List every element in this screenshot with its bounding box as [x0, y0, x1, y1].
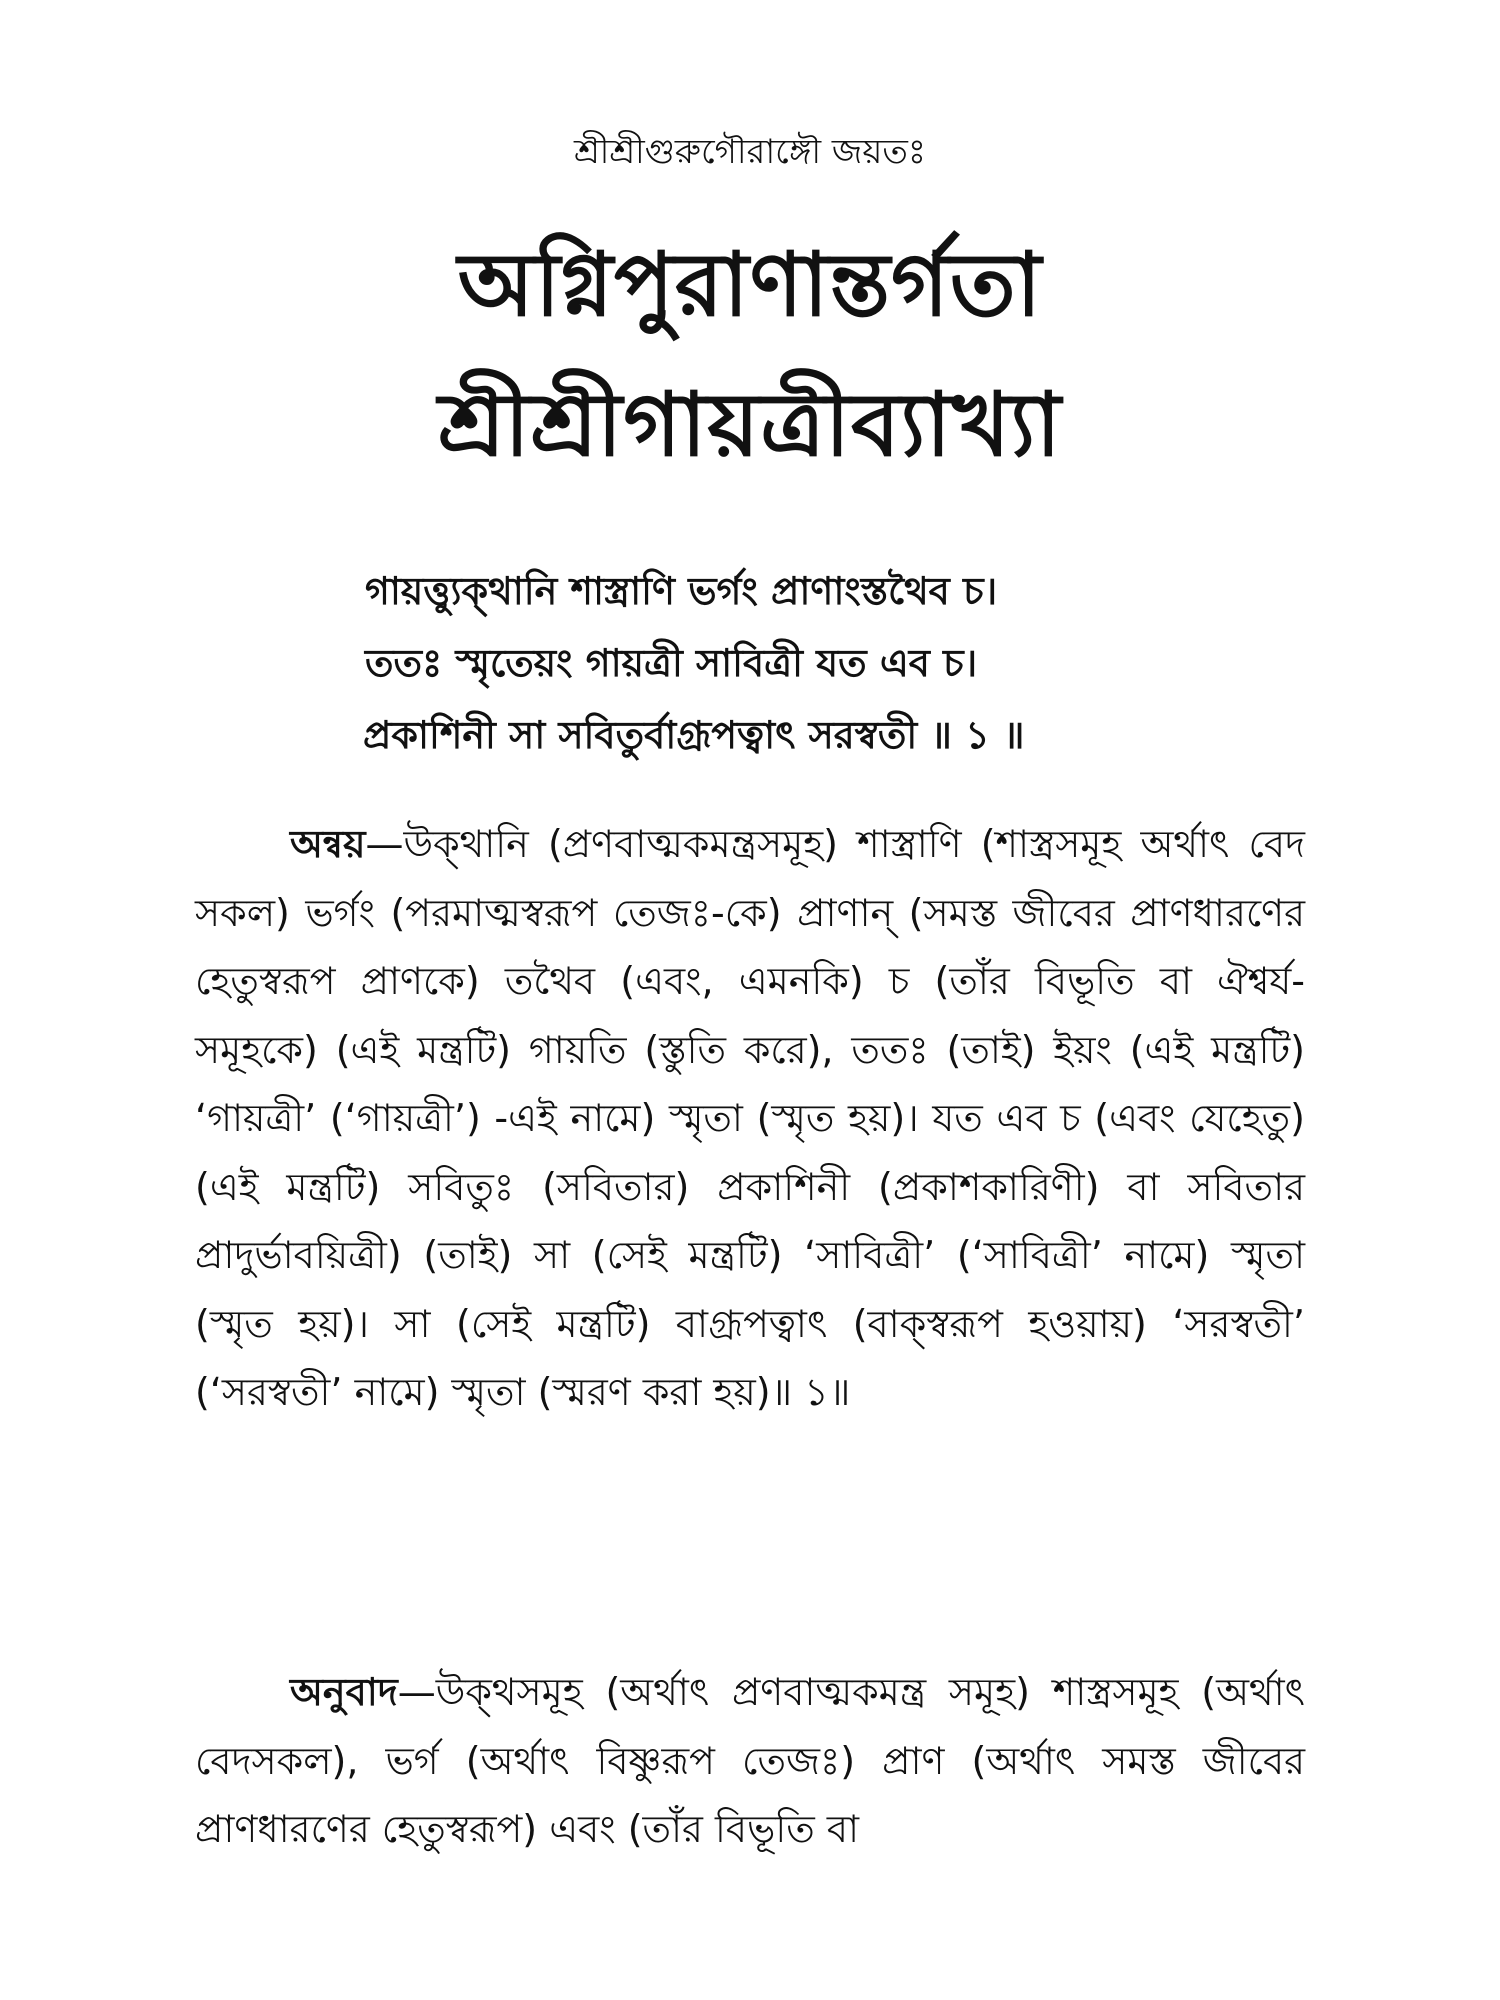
verse-line-1: গায়ত্ত্যুক্থানি শাস্ত্রাণি ভর্গং প্রাণাংস্তথৈব চ।	[365, 569, 998, 613]
anubad-paragraph	[195, 1658, 1305, 1864]
anubad-text: —উক্‌থসমূহ (অর্থাৎ প্রণবাত্মকমন্ত্র সমূহ) শাস্ত্রসমূহ (অর্থাৎ বেদসকল), ভর্গ (অর্থাৎ বিষ্ণুরূপ তেজঃ) প্রাণ (অর্থাৎ সমস্ত জীবের প্রাণধারণের হেতুস্বরূপ) এবং (তাঁর বিভূতি বা	[195, 1670, 1305, 1851]
verse-line-3: প্রকাশিনী সা সবিতুর্বাগ্রূপত্বাৎ সরস্বতী ॥ ১ ॥	[363, 713, 1025, 757]
verse-line-2: ততঃ স্মৃতেয়ং গায়ত্রী সাবিত্রী যত এব চ।	[365, 641, 978, 685]
invocation-line: শ্রীশ্রীগুরুগৌরাঙ্গৌ জয়তঃ	[573, 132, 927, 172]
title-line-2: শ্রীশ্রীগায়ত্রীব্যাখ্যা	[438, 373, 1062, 476]
verse-block	[365, 555, 1415, 771]
anvaya-text: —উক্‌থানি (প্রণবাত্মকমন্ত্রসমূহ) শাস্ত্রাণি (শাস্ত্রসমূহ অর্থাৎ বেদ সকল) ভর্গং (পরমাত্মস্বরূপ তেজঃ-কে) প্রাণান্ (সমস্ত জীবের প্রাণধারণের হেতুস্বরূপ প্রাণকে) তথৈব (এবং, এমনকি) চ (তাঁর বিভূতি বা ঐশ্বর্য-সমূহকে) (এই মন্ত্রটি) গায়তি (স্তুতি করে), ততঃ (তাই) ইয়ং (এই মন্ত্রটি) ‘গায়ত্রী’ (‘গায়ত্রী’) -এই নামে) স্মৃতা (স্মৃত হয়)। যত এব চ (এবং যেহেতু) (এই মন্ত্রটি) সবিতুঃ (সবিতার) প্রকাশিনী (প্রকাশকারিণী) বা সবিতার প্রাদুর্ভাবয়িত্রী) (তাই) সা (সেই মন্ত্রটি) ‘সাবিত্রী’ (‘সাবিত্রী’ নামে) স্মৃতা (স্মৃত হয়)। সা (সেই মন্ত্রটি) বাগ্রূপত্বাৎ (বাক্‌স্বরূপ হওয়ায়) ‘সরস্বতী’ (‘সরস্বতী’ নামে) স্মৃতা (স্মরণ করা হয়)॥ ১॥	[195, 822, 1305, 1414]
anubad-label: অনুবাদ	[290, 1670, 398, 1714]
anvaya-label: অন্বয়	[290, 822, 366, 866]
anvaya-paragraph	[195, 810, 1305, 1427]
title-line-1: অগ্নিপুরাণান্তর্গতা	[457, 233, 1043, 336]
